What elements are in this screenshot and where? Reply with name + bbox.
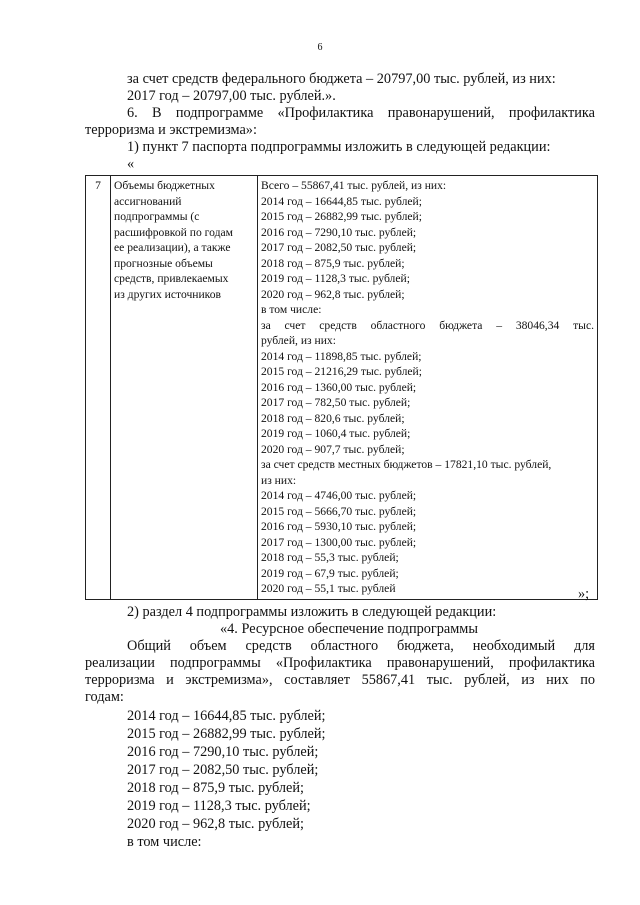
value-line: 2017 год – 2082,50 тыс. рублей; xyxy=(261,241,417,254)
text-line: 2014 год – 16644,85 тыс. рублей; xyxy=(127,708,326,724)
text-line: 6. В подпрограмме «Профилактика правонарушений, профилактика xyxy=(127,105,595,121)
value-line: 2014 год – 16644,85 тыс. рублей; xyxy=(261,194,422,208)
row-number: 7 xyxy=(95,179,101,192)
text-line: 2019 год – 1128,3 тыс. рублей; xyxy=(127,798,311,814)
value-line: из них: xyxy=(261,473,297,487)
values-cell xyxy=(258,176,598,600)
text-line: 2017 год – 2082,50 тыс. рублей; xyxy=(127,762,319,778)
value-line: 2016 год – 7290,10 тыс. рублей; xyxy=(261,225,417,239)
row-number-cell xyxy=(86,176,111,600)
value-line: 2015 год – 26882,99 тыс. рублей; xyxy=(261,210,422,223)
value-line: 2020 год – 962,8 тыс. рублей; xyxy=(261,287,405,301)
text-line: за счет средств федерального бюджета – 20797,00 тыс. рублей, из них: xyxy=(127,71,556,87)
table-row xyxy=(86,176,598,600)
label-line: из других источников xyxy=(114,287,221,301)
passport-table xyxy=(85,175,598,600)
value-line: 2016 год – 5930,10 тыс. рублей; xyxy=(261,520,417,533)
value-line: 2020 год – 907,7 тыс. рублей; xyxy=(261,442,405,456)
text-line: 1) пункт 7 паспорта подпрограммы изложить в следующей редакции: xyxy=(127,139,551,155)
label-line: расшифровкой по годам xyxy=(114,225,233,239)
value-line: 2014 год – 4746,00 тыс. рублей; xyxy=(261,489,417,502)
value-line: 2014 год – 11898,85 тыс. рублей; xyxy=(261,349,422,363)
label-line: ассигнований xyxy=(114,194,182,208)
text-line: в том числе: xyxy=(127,834,202,850)
text-line: терроризма и экстремизма»: xyxy=(85,122,257,138)
value-line: 2018 год – 55,3 тыс. рублей; xyxy=(261,551,399,564)
value-line: за счет средств местных бюджетов – 17821,10 тыс. рублей, xyxy=(261,458,552,471)
value-line: 2018 год – 820,6 тыс. рублей; xyxy=(261,411,405,425)
text-line: 2) раздел 4 подпрограммы изложить в следующей редакции: xyxy=(127,604,497,620)
closing-quote: »; xyxy=(578,586,590,602)
value-line: в том числе: xyxy=(261,303,322,316)
text-line: реализации подпрограммы «Профилактика правонарушений, профилактика xyxy=(85,655,595,671)
text-line: Общий объем средств областного бюджета, необходимый для xyxy=(127,638,595,654)
text-line: 2020 год – 962,8 тыс. рублей; xyxy=(127,816,305,832)
label-line: ее реализации), а также xyxy=(114,241,231,254)
value-line: 2019 год – 1128,3 тыс. рублей; xyxy=(261,272,410,285)
value-line: 2015 год – 21216,29 тыс. рублей; xyxy=(261,365,422,378)
value-line: 2018 год – 875,9 тыс. рублей; xyxy=(261,256,405,270)
label-line: подпрограммы (с xyxy=(114,210,200,223)
page-number: 6 xyxy=(317,42,323,53)
text-line: годам: xyxy=(85,689,124,705)
value-line: 2017 год – 1300,00 тыс. рублей; xyxy=(261,535,417,549)
value-line: за счет средств областного бюджета – 38046,34 тыс. xyxy=(261,318,594,332)
label-cell xyxy=(111,176,258,600)
value-line: 2015 год – 5666,70 тыс. рублей; xyxy=(261,504,417,518)
value-line: 2017 год – 782,50 тыс. рублей; xyxy=(261,396,411,409)
value-line: 2016 год – 1360,00 тыс. рублей; xyxy=(261,380,417,394)
text-line: терроризма и экстремизма», составляет 55867,41 тыс. рублей, из них по xyxy=(85,672,595,688)
section-heading: «4. Ресурсное обеспечение подпрограммы xyxy=(220,621,478,637)
text-line: 2017 год – 20797,00 тыс. рублей.». xyxy=(127,88,336,104)
value-line: рублей, из них: xyxy=(261,334,336,347)
text-line: 2018 год – 875,9 тыс. рублей; xyxy=(127,780,305,796)
label-line: прогнозные объемы xyxy=(114,256,213,270)
value-line: Всего – 55867,41 тыс. рублей, из них: xyxy=(261,179,447,192)
text-line: 2015 год – 26882,99 тыс. рублей; xyxy=(127,726,326,742)
label-line: Объемы бюджетных xyxy=(114,179,215,192)
value-line: 2020 год – 55,1 тыс. рублей xyxy=(261,582,396,595)
opening-quote: « xyxy=(127,156,135,172)
text-line: 2016 год – 7290,10 тыс. рублей; xyxy=(127,744,319,760)
value-line: 2019 год – 1060,4 тыс. рублей; xyxy=(261,427,411,440)
value-line: 2019 год – 67,9 тыс. рублей; xyxy=(261,566,399,580)
label-line: средств, привлекаемых xyxy=(114,272,229,285)
